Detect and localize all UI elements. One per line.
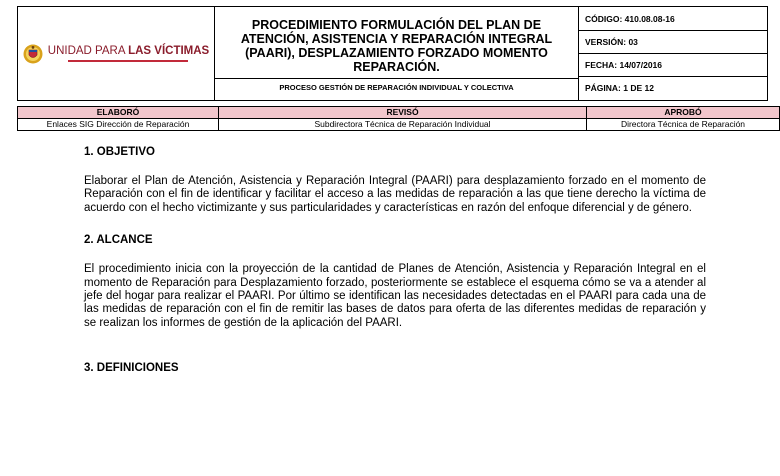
logo-underline xyxy=(68,60,188,62)
coat-of-arms-icon xyxy=(23,44,43,64)
document-version: VERSIÓN: 03 xyxy=(579,31,767,54)
reviso-value: Subdirectora Técnica de Reparación Individual xyxy=(219,119,587,131)
document-date: FECHA: 14/07/2016 xyxy=(579,54,767,77)
document-header xyxy=(17,6,768,101)
signature-header-row xyxy=(18,107,780,119)
document-code: CÓDIGO: 410.08.08-16 xyxy=(579,8,767,31)
elaboro-label: ELABORÓ xyxy=(18,107,219,119)
signature-value-row xyxy=(18,119,780,131)
section-heading-objetivo: 1. OBJETIVO xyxy=(84,146,155,158)
aprobo-value: Directora Técnica de Reparación xyxy=(587,119,780,131)
logo-text: UNIDAD PARA LAS VÍCTIMAS xyxy=(47,45,210,58)
elaboro-value: Enlaces SIG Dirección de Reparación xyxy=(18,119,219,131)
page-number: PÁGINA: 1 DE 12 xyxy=(585,83,654,93)
section-text-objetivo: Elaborar el Plan de Atención, Asistencia y Reparación Integral (PAARI) para desplazamiento forzado en el momento de Reparación con el fin de identificar y facilitar el acceso a las medidas de reparación a las que tiene derecho la víctima de acuerdo con el hecho victimizante y sus particularidades y características en razón del enfoque diferencial y de género. xyxy=(84,175,706,214)
section-text-alcance: El procedimiento inicia con la proyección de la cantidad de Planes de Atención, Asistencia y Reparación Integral en el momento de Reparación para Desplazamiento forzado, posteriormente se establece el esquema cómo se va a atender al jefe del hogar para realizar el PAARI. Por último se identifican las necesidades detectadas en el PAARI para cada una de las medidas de reparación con el fin de remitir las bases de datos para oferta de las diferentes medidas de reparación y se realizan los informes de gestión de la aplicación del PAARI. xyxy=(84,263,706,329)
title-cell xyxy=(215,7,579,101)
aprobo-label: APROBÓ xyxy=(587,107,780,119)
document-body xyxy=(84,146,706,374)
logo xyxy=(18,44,214,64)
logo-cell xyxy=(18,7,215,101)
signature-table xyxy=(17,106,780,131)
process-name: PROCESO GESTIÓN DE REPARACIÓN INDIVIDUAL Y COLECTIVA xyxy=(215,78,578,96)
document-title: PROCEDIMIENTO FORMULACIÓN DEL PLAN DE ATENCIÓN, ASISTENCIA Y REPARACIÓN INTEGRAL (PAARI), DESPLAZAMIENTO FORZADO MOMENTO REPARACIÓN. xyxy=(240,17,553,74)
section-heading-definiciones: 3. DEFINICIONES xyxy=(84,362,179,375)
reviso-label: REVISÓ xyxy=(219,107,587,119)
section-heading-alcance: 2. ALCANCE xyxy=(84,234,153,247)
meta-cell xyxy=(579,7,768,101)
